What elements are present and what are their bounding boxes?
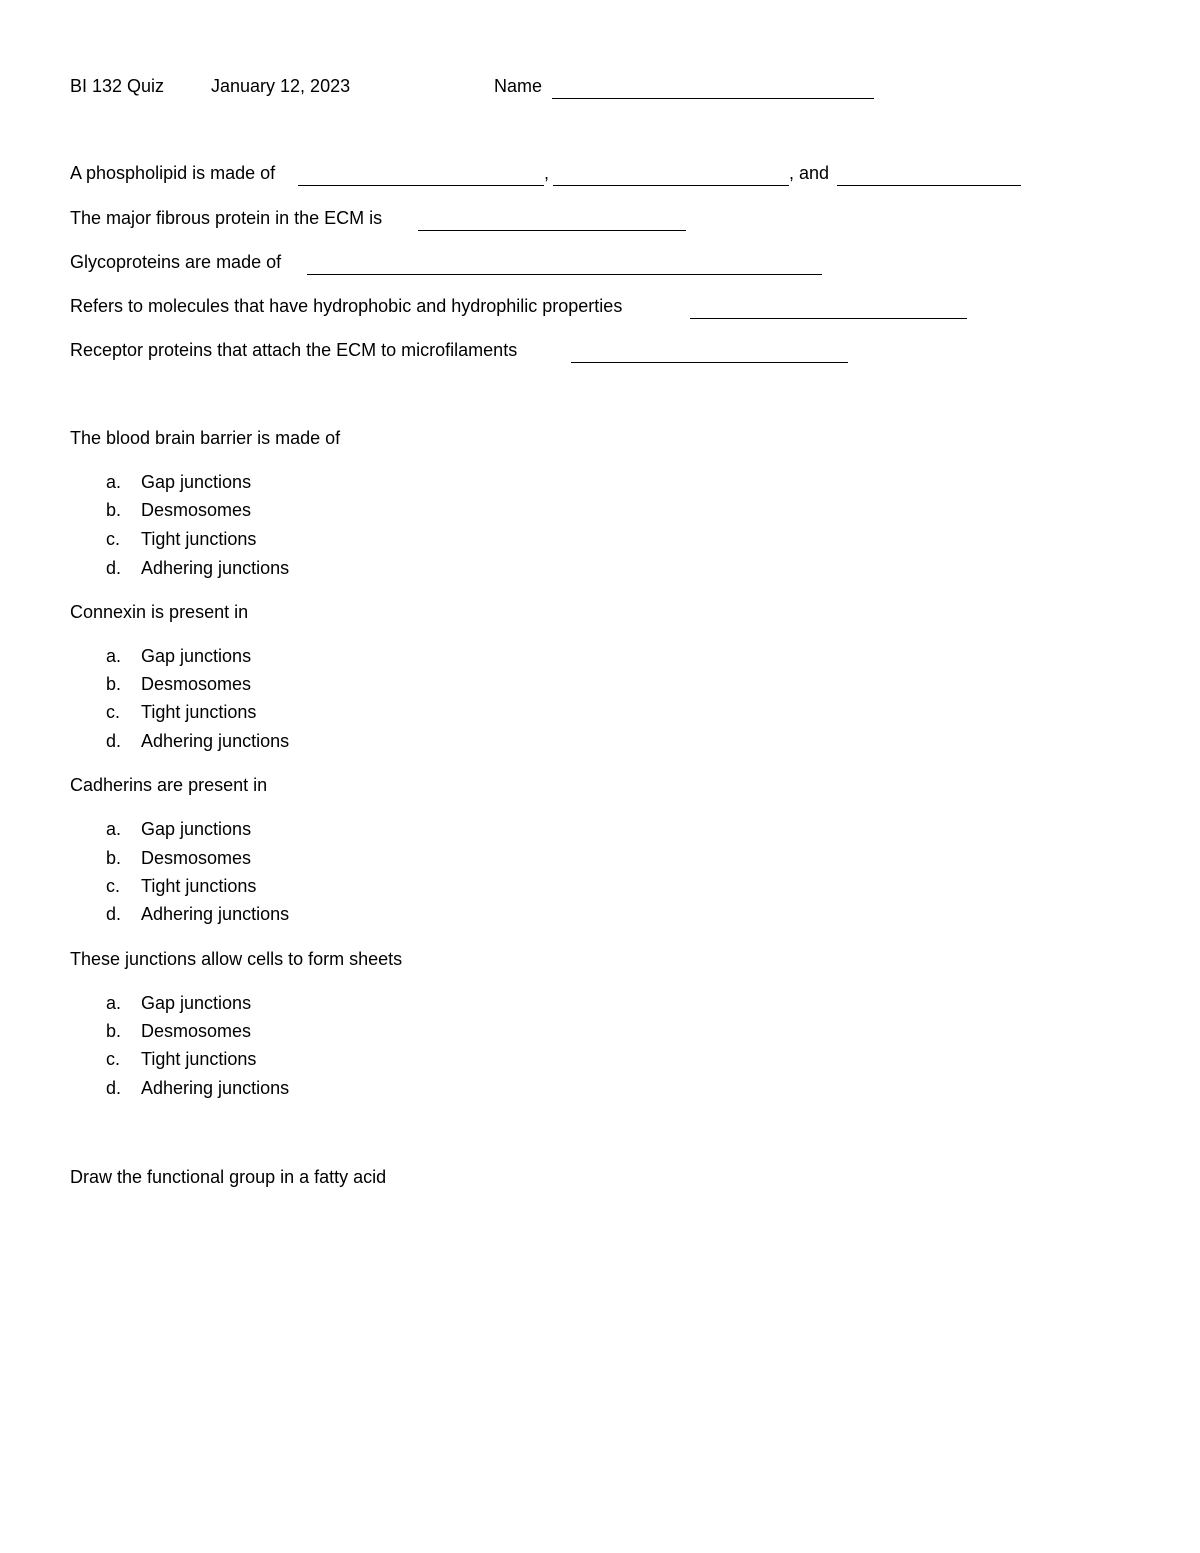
option-text[interactable]: Gap junctions — [141, 646, 252, 666]
option-text[interactable]: Desmosomes — [141, 1021, 252, 1041]
option-text[interactable]: Adhering junctions — [141, 731, 290, 751]
glycoproteins-question: Glycoproteins are made of — [70, 252, 282, 272]
option-letter: c. — [106, 702, 121, 722]
phospholipid-blank-1[interactable] — [298, 163, 544, 186]
receptor-question: Receptor proteins that attach the ECM to microfilaments — [70, 340, 518, 360]
option-letter: d. — [106, 904, 122, 924]
option-text[interactable]: Adhering junctions — [141, 904, 290, 924]
option-letter: b. — [106, 1021, 122, 1041]
option-text[interactable]: Gap junctions — [141, 993, 252, 1013]
option-text[interactable]: Adhering junctions — [141, 1078, 290, 1098]
fibrous-protein-question: The major fibrous protein in the ECM is — [70, 208, 383, 228]
option-text[interactable]: Desmosomes — [141, 848, 252, 868]
draw-question: Draw the functional group in a fatty acid — [70, 1167, 387, 1187]
amphipathic-question: Refers to molecules that have hydrophobic and hydrophilic properties — [70, 296, 623, 316]
option-letter: d. — [106, 731, 122, 751]
option-letter: a. — [106, 472, 122, 492]
option-text[interactable]: Tight junctions — [141, 876, 257, 896]
option-letter: a. — [106, 646, 122, 666]
phospholipid-blank-3[interactable] — [837, 163, 1021, 186]
receptor-blank[interactable] — [571, 340, 848, 363]
name-blank[interactable] — [552, 76, 874, 99]
option-letter: d. — [106, 558, 122, 578]
question-prompt: Connexin is present in — [70, 602, 249, 622]
option-text[interactable]: Adhering junctions — [141, 558, 290, 578]
course-title: BI 132 Quiz — [70, 76, 165, 96]
phospholipid-and: , and — [789, 163, 830, 183]
phospholipid-question: A phospholipid is made of — [70, 163, 276, 183]
option-text[interactable]: Tight junctions — [141, 702, 257, 722]
option-letter: a. — [106, 993, 122, 1013]
option-text[interactable]: Desmosomes — [141, 674, 252, 694]
option-text[interactable]: Tight junctions — [141, 529, 257, 549]
fibrous-protein-blank[interactable] — [418, 208, 686, 231]
question-prompt: The blood brain barrier is made of — [70, 428, 341, 448]
option-letter: c. — [106, 1049, 121, 1069]
option-text[interactable]: Gap junctions — [141, 472, 252, 492]
option-text[interactable]: Desmosomes — [141, 500, 252, 520]
option-letter: a. — [106, 819, 122, 839]
glycoproteins-blank[interactable] — [307, 252, 822, 275]
option-text[interactable]: Gap junctions — [141, 819, 252, 839]
option-letter: b. — [106, 674, 122, 694]
amphipathic-blank[interactable] — [690, 296, 967, 319]
option-letter: b. — [106, 848, 122, 868]
name-label: Name — [494, 76, 543, 96]
option-letter: d. — [106, 1078, 122, 1098]
option-letter: c. — [106, 529, 121, 549]
option-letter: b. — [106, 500, 122, 520]
quiz-date: January 12, 2023 — [211, 76, 351, 96]
question-prompt: These junctions allow cells to form sheets — [70, 949, 403, 969]
question-prompt: Cadherins are present in — [70, 775, 268, 795]
option-text[interactable]: Tight junctions — [141, 1049, 257, 1069]
phospholipid-blank-2[interactable] — [553, 163, 789, 186]
phospholipid-comma-1: , — [544, 163, 550, 183]
option-letter: c. — [106, 876, 121, 896]
